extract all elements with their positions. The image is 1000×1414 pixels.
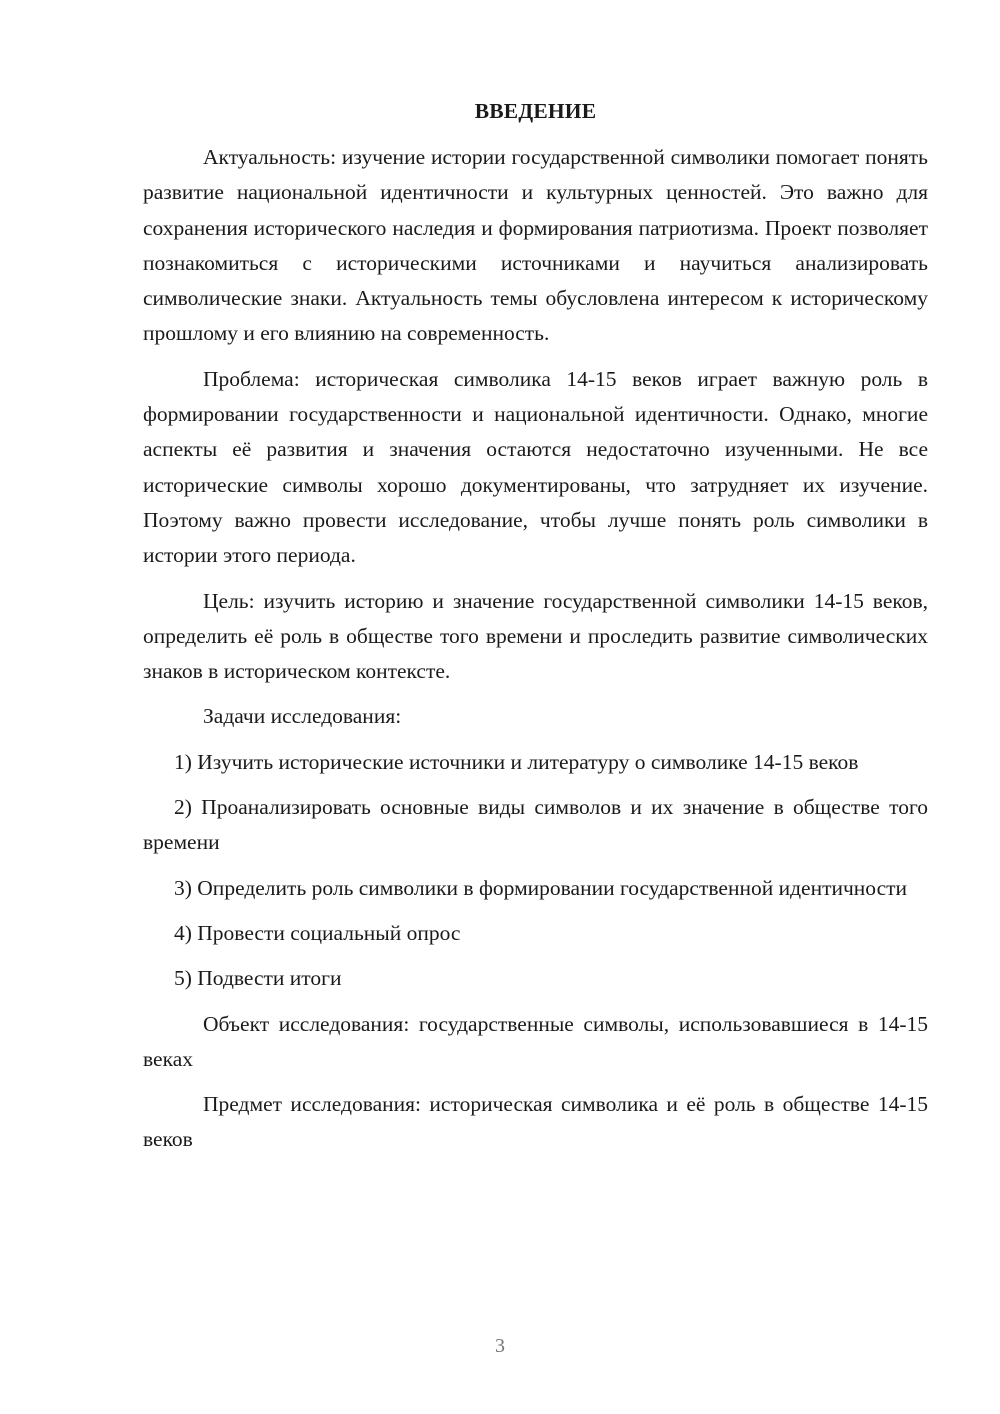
task-item: 3) Определить роль символики в формировании государственной идентичности xyxy=(174,875,908,900)
goal-paragraph: Цель: изучить историю и значение государственной символики 14-15 веков, определить её роль в обществе того времени и проследить развитие символических знаков в историческом контексте. xyxy=(143,588,928,684)
task-item: 4) Провести социальный опрос xyxy=(174,920,461,945)
tasks-title: Задачи исследования: xyxy=(203,704,402,729)
task-item: 1) Изучить исторические источники и литературу о символике 14-15 веков xyxy=(174,749,859,774)
section-heading: ВВЕДЕНИЕ xyxy=(474,99,597,123)
object-paragraph: Объект исследования: государственные символы, использовавшиеся в 14-15 веках xyxy=(143,1011,928,1071)
document-page xyxy=(143,96,928,1168)
task-item: 5) Подвести итоги xyxy=(174,966,342,991)
subject-paragraph: Предмет исследования: историческая символика и её роль в обществе 14-15 веков xyxy=(143,1092,928,1152)
page-number: 3 xyxy=(495,1335,505,1357)
problem-paragraph: Проблема: историческая символика 14-15 веков играет важную роль в формировании государственности и национальной идентичности. Однако, многие аспекты её развития и значения остаются недостаточно изученными. Не все исторические символы хорошо документированы, что затрудняет их изучение. Поэтому важно провести исследование, чтобы лучше понять роль символики в истории этого периода. xyxy=(143,366,928,568)
task-item: 2) Проанализировать основные виды символов и их значение в обществе того времени xyxy=(143,795,928,855)
relevance-paragraph: Актуальность: изучение истории государственной символики помогает понять развитие национальной идентичности и культурных ценностей. Это важно для сохранения исторического наследия и формирования патриотизма. Проект позволяет познакомиться с историческими источниками и научиться анализировать символические знаки. Актуальность темы обусловлена интересом к историческому прошлому и его влиянию на современность. xyxy=(143,145,928,346)
